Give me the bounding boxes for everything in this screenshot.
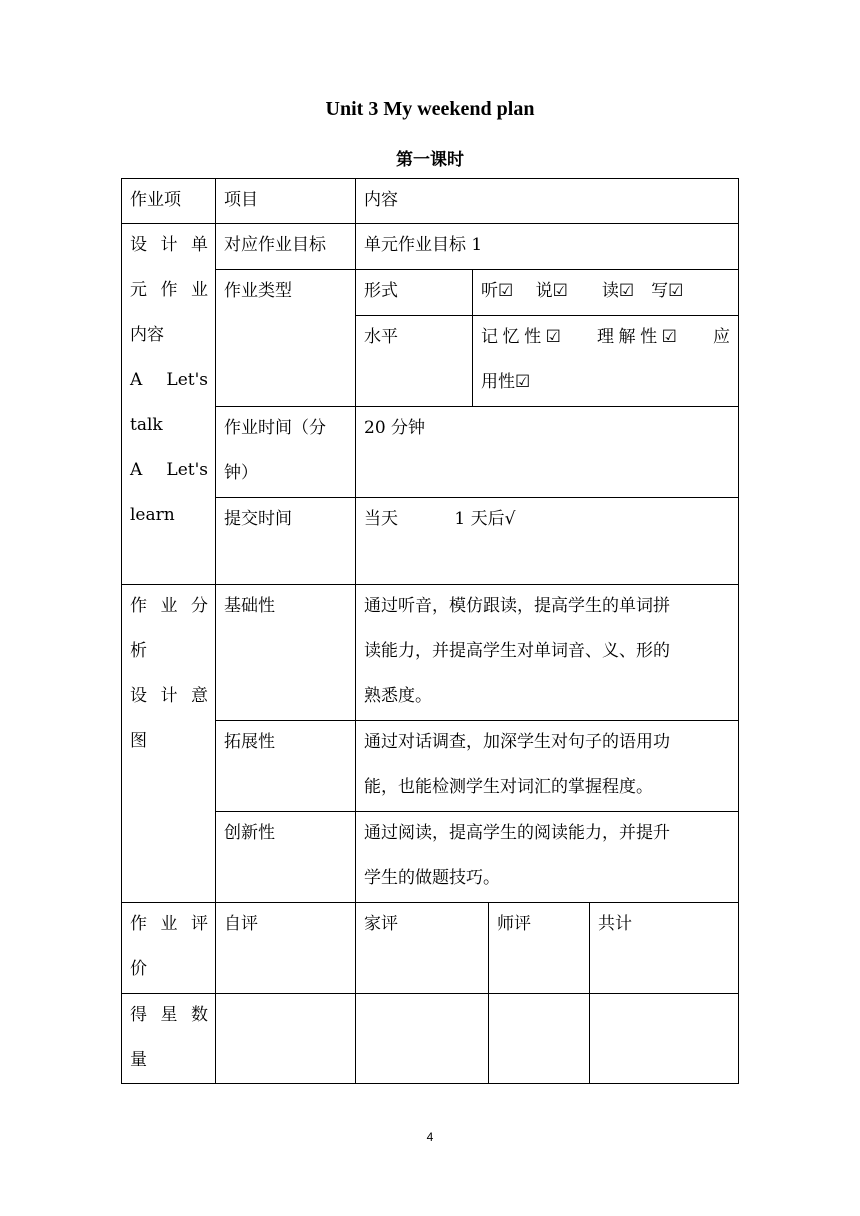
analysis-label-line: 设 计 意 bbox=[130, 686, 208, 706]
time-label-line: 钟） bbox=[224, 463, 258, 483]
basic-text-line: 通过听音，模仿跟读，提高学生的单词拼 bbox=[364, 596, 670, 616]
level-value-line: 用性☑ bbox=[481, 372, 531, 392]
stars-label-line: 量 bbox=[130, 1050, 147, 1070]
type-label: 作业类型 bbox=[224, 281, 292, 301]
time-label bbox=[216, 406, 334, 496]
design-label-line: 设 计 单 bbox=[130, 235, 208, 255]
table-border-right bbox=[738, 178, 739, 1084]
self-evaluation: 自评 bbox=[224, 914, 258, 934]
level-label: 水平 bbox=[364, 327, 398, 347]
innovate-text-line: 通过阅读，提高学生的阅读能力，并提升 bbox=[364, 823, 670, 843]
level-value bbox=[473, 315, 738, 405]
header-project: 项目 bbox=[224, 190, 258, 210]
level-value-line: 记忆性☑ 理解性☑ 应 bbox=[481, 327, 730, 347]
basic-text-line: 读能力，并提高学生对单词音、义、形的 bbox=[364, 641, 670, 661]
analysis-label-line: 图 bbox=[130, 731, 147, 751]
time-value: 20 分钟 bbox=[364, 418, 426, 438]
basic-text-line: 熟悉度。 bbox=[364, 686, 432, 706]
basic-text bbox=[356, 584, 678, 719]
family-evaluation: 家评 bbox=[364, 914, 398, 934]
extend-label: 拓展性 bbox=[224, 732, 275, 752]
design-label-line: A Let's bbox=[130, 460, 208, 480]
objective-label: 对应作业目标 bbox=[224, 235, 326, 255]
extend-text-line: 能，也能检测学生对词汇的掌握程度。 bbox=[364, 777, 653, 797]
evaluation-label bbox=[122, 902, 216, 992]
innovate-text bbox=[356, 811, 678, 901]
submit-value: 当天 1 天后√ bbox=[364, 509, 516, 529]
design-label-line: learn bbox=[130, 505, 175, 525]
design-label-line: talk bbox=[130, 415, 163, 435]
page-number: 4 bbox=[426, 1130, 434, 1144]
stars-label-line: 得 星 数 bbox=[130, 1005, 208, 1025]
innovate-text-line: 学生的做题技巧。 bbox=[364, 868, 500, 888]
time-label-line: 作业时间（分 bbox=[224, 418, 326, 438]
header-homework-item: 作业项 bbox=[130, 190, 181, 210]
design-label-line: A Let's bbox=[130, 370, 208, 390]
table-border-top bbox=[121, 178, 739, 179]
evaluation-label-line: 价 bbox=[130, 959, 147, 979]
form-value: 听☑ 说☑ 读☑ 写☑ bbox=[481, 281, 684, 301]
design-label bbox=[122, 223, 216, 538]
design-label-line: 内容 bbox=[130, 325, 164, 345]
basic-label: 基础性 bbox=[224, 596, 275, 616]
analysis-label-line: 析 bbox=[130, 641, 147, 661]
extend-text bbox=[356, 720, 678, 810]
document-title: Unit 3 My weekend plan bbox=[325, 98, 535, 120]
submit-label: 提交时间 bbox=[224, 509, 292, 529]
stars-label bbox=[122, 993, 216, 1083]
lesson-subtitle: 第一课时 bbox=[396, 150, 464, 170]
evaluation-label-line: 作 业 评 bbox=[130, 914, 208, 934]
analysis-label-line: 作 业 分 bbox=[130, 596, 208, 616]
header-content: 内容 bbox=[364, 190, 398, 210]
objective-value: 单元作业目标 1 bbox=[364, 235, 483, 255]
teacher-evaluation: 师评 bbox=[497, 914, 531, 934]
total-evaluation: 共计 bbox=[598, 914, 632, 934]
design-label-line: 元 作 业 bbox=[130, 280, 208, 300]
extend-text-line: 通过对话调查，加深学生对句子的语用功 bbox=[364, 732, 670, 752]
analysis-label bbox=[122, 584, 216, 764]
form-label: 形式 bbox=[364, 281, 398, 301]
table-border-bottom bbox=[121, 1083, 739, 1084]
innovate-label: 创新性 bbox=[224, 823, 275, 843]
